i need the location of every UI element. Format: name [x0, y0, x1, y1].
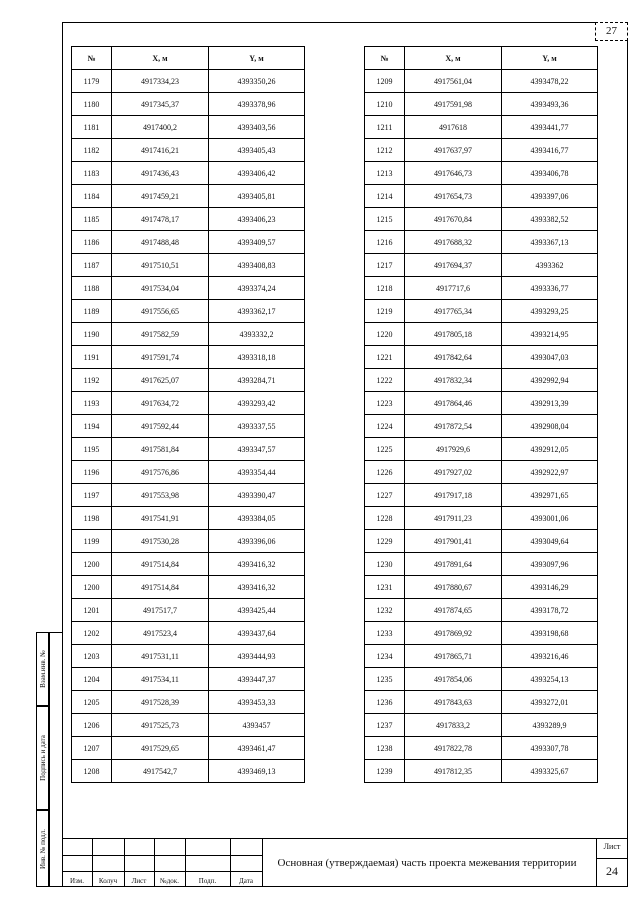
cell-num: 1189 [72, 300, 112, 323]
cell-x: 4917510,51 [112, 254, 209, 277]
table-row [365, 507, 598, 530]
table-row [72, 599, 305, 622]
table-row [72, 691, 305, 714]
table-row [72, 300, 305, 323]
cell-x: 4917529,65 [112, 737, 209, 760]
cell-y: 4393272,01 [502, 691, 598, 714]
cell-x: 4917805,18 [405, 323, 502, 346]
cell-x: 4917901,41 [405, 530, 502, 553]
cell-y: 4393409,57 [209, 231, 305, 254]
sheet-label: Лист [603, 842, 621, 851]
cell-y: 4393437,64 [209, 622, 305, 645]
table-row [72, 760, 305, 783]
cell-num: 1236 [365, 691, 405, 714]
cell-y: 4393047,03 [502, 346, 598, 369]
table-row [365, 438, 598, 461]
cell-y: 4393408,83 [209, 254, 305, 277]
table-row [365, 93, 598, 116]
cell-y: 4393214,95 [502, 323, 598, 346]
cell-num: 1180 [72, 93, 112, 116]
cell-num: 1181 [72, 116, 112, 139]
cell-num: 1212 [365, 139, 405, 162]
table-row [72, 438, 305, 461]
cell-num: 1206 [72, 714, 112, 737]
stamp-col-izm: Изм. [70, 877, 84, 885]
cell-num: 1184 [72, 185, 112, 208]
cell-x: 4917531,11 [112, 645, 209, 668]
cell-x: 4917864,46 [405, 392, 502, 415]
cell-num: 1225 [365, 438, 405, 461]
cell-x: 4917514,84 [112, 553, 209, 576]
cell-y: 4393049,64 [502, 530, 598, 553]
cell-num: 1216 [365, 231, 405, 254]
cell-num: 1195 [72, 438, 112, 461]
table-row [72, 162, 305, 185]
cell-x: 4917625,07 [112, 369, 209, 392]
cell-x: 4917416,21 [112, 139, 209, 162]
table-row [72, 668, 305, 691]
header-x: X, м [112, 47, 209, 70]
cell-num: 1208 [72, 760, 112, 783]
cell-x: 4917345,37 [112, 93, 209, 116]
cell-y: 4392922,97 [502, 461, 598, 484]
cell-num: 1226 [365, 461, 405, 484]
cell-num: 1201 [72, 599, 112, 622]
cell-y: 4393307,78 [502, 737, 598, 760]
cell-y: 4393493,36 [502, 93, 598, 116]
table-row [72, 714, 305, 737]
cell-num: 1196 [72, 461, 112, 484]
table-row [365, 415, 598, 438]
cell-num: 1192 [72, 369, 112, 392]
cell-num: 1193 [72, 392, 112, 415]
cell-num: 1214 [365, 185, 405, 208]
table-row [365, 162, 598, 185]
cell-x: 4917872,54 [405, 415, 502, 438]
cell-x: 4917869,92 [405, 622, 502, 645]
cell-num: 1182 [72, 139, 112, 162]
cell-y: 4392912,05 [502, 438, 598, 461]
cell-y: 4393336,77 [502, 277, 598, 300]
cell-y: 4393293,25 [502, 300, 598, 323]
cell-y: 4393178,72 [502, 599, 598, 622]
cell-num: 1222 [365, 369, 405, 392]
header-x: X, м [405, 47, 502, 70]
cell-y: 4393384,05 [209, 507, 305, 530]
cell-x: 4917542,7 [112, 760, 209, 783]
cell-num: 1219 [365, 300, 405, 323]
cell-x: 4917488,48 [112, 231, 209, 254]
cell-y: 4393403,56 [209, 116, 305, 139]
cell-x: 4917530,28 [112, 530, 209, 553]
cell-y: 4393453,33 [209, 691, 305, 714]
table-row [365, 231, 598, 254]
cell-x: 4917561,04 [405, 70, 502, 93]
cell-y: 4393396,06 [209, 530, 305, 553]
cell-y: 4393416,32 [209, 553, 305, 576]
cell-y: 4393350,26 [209, 70, 305, 93]
cell-y: 4393406,23 [209, 208, 305, 231]
cell-x: 4917694,37 [405, 254, 502, 277]
table-row [365, 70, 598, 93]
document-title: Основная (утверждаемая) часть проекта межевания территории [277, 856, 577, 869]
cell-x: 4917688,32 [405, 231, 502, 254]
cell-y: 4393325,67 [502, 760, 598, 783]
cell-x: 4917874,65 [405, 599, 502, 622]
cell-y: 4393405,81 [209, 185, 305, 208]
cell-x: 4917765,34 [405, 300, 502, 323]
cell-num: 1204 [72, 668, 112, 691]
cell-x: 4917556,65 [112, 300, 209, 323]
cell-num: 1194 [72, 415, 112, 438]
cell-x: 4917591,74 [112, 346, 209, 369]
table-row [365, 185, 598, 208]
cell-x: 4917528,39 [112, 691, 209, 714]
table-row [72, 116, 305, 139]
table-row [365, 254, 598, 277]
table-row [72, 622, 305, 645]
cell-x: 4917833,2 [405, 714, 502, 737]
cell-x: 4917911,23 [405, 507, 502, 530]
table-row [72, 369, 305, 392]
cell-y: 4393347,57 [209, 438, 305, 461]
cell-num: 1235 [365, 668, 405, 691]
cell-y: 4393146,29 [502, 576, 598, 599]
cell-y: 4393382,52 [502, 208, 598, 231]
header-num: № [365, 47, 405, 70]
cell-num: 1234 [365, 645, 405, 668]
cell-x: 4917553,98 [112, 484, 209, 507]
cell-y: 4392913,39 [502, 392, 598, 415]
table-row [72, 93, 305, 116]
cell-x: 4917891,64 [405, 553, 502, 576]
cell-num: 1217 [365, 254, 405, 277]
table-row [365, 346, 598, 369]
table-row [72, 530, 305, 553]
table-row [365, 553, 598, 576]
page-number-box: 27 [595, 22, 628, 41]
cell-y: 4393337,55 [209, 415, 305, 438]
table-row [365, 392, 598, 415]
cell-y: 4393457 [209, 714, 305, 737]
table-row [365, 484, 598, 507]
cell-x: 4917717,6 [405, 277, 502, 300]
cell-y: 4392908,04 [502, 415, 598, 438]
cell-num: 1200 [72, 576, 112, 599]
table-header-row [365, 47, 598, 70]
cell-y: 4393397,06 [502, 185, 598, 208]
table-row [365, 576, 598, 599]
cell-y: 4393447,37 [209, 668, 305, 691]
cell-y: 4393097,96 [502, 553, 598, 576]
table-row [72, 231, 305, 254]
cell-num: 1220 [365, 323, 405, 346]
cell-x: 4917334,23 [112, 70, 209, 93]
table-row [72, 346, 305, 369]
cell-y: 4393390,47 [209, 484, 305, 507]
cell-x: 4917843,63 [405, 691, 502, 714]
cell-y: 4393354,44 [209, 461, 305, 484]
header-y: Y, м [502, 47, 598, 70]
cell-num: 1198 [72, 507, 112, 530]
table-row [365, 530, 598, 553]
cell-y: 4393469,13 [209, 760, 305, 783]
table-row [72, 461, 305, 484]
cell-y: 4393332,2 [209, 323, 305, 346]
table-row [365, 277, 598, 300]
cell-y: 4393254,13 [502, 668, 598, 691]
cell-y: 4393318,18 [209, 346, 305, 369]
coordinates-table-left [71, 46, 305, 783]
header-num: № [72, 47, 112, 70]
table-row [72, 507, 305, 530]
cell-y: 4393478,22 [502, 70, 598, 93]
cell-y: 4393406,42 [209, 162, 305, 185]
cell-y: 4393378,96 [209, 93, 305, 116]
table-row [72, 484, 305, 507]
cell-y: 4393406,78 [502, 162, 598, 185]
cell-x: 4917854,06 [405, 668, 502, 691]
table-row [72, 277, 305, 300]
cell-y: 4393374,24 [209, 277, 305, 300]
table-row [72, 645, 305, 668]
cell-y: 4393362,17 [209, 300, 305, 323]
cell-num: 1191 [72, 346, 112, 369]
cell-x: 4917618 [405, 116, 502, 139]
cell-num: 1211 [365, 116, 405, 139]
cell-num: 1202 [72, 622, 112, 645]
table-row [72, 737, 305, 760]
cell-y: 4393367,13 [502, 231, 598, 254]
cell-x: 4917525,73 [112, 714, 209, 737]
cell-num: 1229 [365, 530, 405, 553]
cell-num: 1199 [72, 530, 112, 553]
table-row [365, 691, 598, 714]
cell-x: 4917927,02 [405, 461, 502, 484]
vzam-label: Взам.инв. № [38, 650, 47, 688]
cell-num: 1179 [72, 70, 112, 93]
cell-x: 4917929,6 [405, 438, 502, 461]
cell-y: 4393444,93 [209, 645, 305, 668]
table-row [72, 576, 305, 599]
cell-y: 4393441,77 [502, 116, 598, 139]
table-row [365, 714, 598, 737]
cell-y: 4393216,46 [502, 645, 598, 668]
table-row [365, 461, 598, 484]
cell-x: 4917534,04 [112, 277, 209, 300]
cell-num: 1228 [365, 507, 405, 530]
side-strip [49, 632, 63, 887]
cell-x: 4917654,73 [405, 185, 502, 208]
cell-num: 1230 [365, 553, 405, 576]
cell-x: 4917880,67 [405, 576, 502, 599]
table-row [365, 668, 598, 691]
cell-x: 4917478,17 [112, 208, 209, 231]
table-row [72, 254, 305, 277]
table-row [365, 760, 598, 783]
stamp-col-list: Лист [131, 877, 147, 885]
cell-y: 4393461,47 [209, 737, 305, 760]
cell-x: 4917514,84 [112, 576, 209, 599]
cell-x: 4917812,35 [405, 760, 502, 783]
cell-x: 4917832,34 [405, 369, 502, 392]
cell-y: 4393362 [502, 254, 598, 277]
sheet-number: 24 [606, 864, 618, 878]
cell-x: 4917517,7 [112, 599, 209, 622]
cell-num: 1190 [72, 323, 112, 346]
table-row [365, 116, 598, 139]
cell-x: 4917592,44 [112, 415, 209, 438]
cell-y: 4392971,65 [502, 484, 598, 507]
cell-x: 4917646,73 [405, 162, 502, 185]
cell-num: 1197 [72, 484, 112, 507]
cell-num: 1238 [365, 737, 405, 760]
cell-x: 4917822,78 [405, 737, 502, 760]
cell-x: 4917459,21 [112, 185, 209, 208]
cell-y: 4393284,71 [209, 369, 305, 392]
coordinates-table-right [364, 46, 598, 783]
table-row [72, 553, 305, 576]
header-y: Y, м [209, 47, 305, 70]
cell-num: 1187 [72, 254, 112, 277]
cell-x: 4917534,11 [112, 668, 209, 691]
cell-y: 4393293,42 [209, 392, 305, 415]
stamp-col-ndok: №док. [160, 877, 179, 885]
stamp-col-podp: Подп. [198, 877, 217, 885]
cell-y: 4393289,9 [502, 714, 598, 737]
cell-x: 4917591,98 [405, 93, 502, 116]
cell-num: 1209 [365, 70, 405, 93]
cell-x: 4917637,97 [405, 139, 502, 162]
cell-num: 1215 [365, 208, 405, 231]
cell-num: 1233 [365, 622, 405, 645]
cell-num: 1186 [72, 231, 112, 254]
cell-num: 1213 [365, 162, 405, 185]
cell-num: 1221 [365, 346, 405, 369]
cell-num: 1227 [365, 484, 405, 507]
table-row [72, 70, 305, 93]
cell-num: 1207 [72, 737, 112, 760]
table-header-row [72, 47, 305, 70]
cell-x: 4917436,43 [112, 162, 209, 185]
cell-num: 1205 [72, 691, 112, 714]
cell-num: 1232 [365, 599, 405, 622]
inv-label: Инв. № подл. [38, 828, 47, 869]
cell-y: 4393001,06 [502, 507, 598, 530]
cell-x: 4917582,59 [112, 323, 209, 346]
cell-num: 1185 [72, 208, 112, 231]
cell-num: 1200 [72, 553, 112, 576]
table-row [365, 208, 598, 231]
table-row [365, 300, 598, 323]
table-row [365, 323, 598, 346]
cell-x: 4917541,91 [112, 507, 209, 530]
table-row [365, 369, 598, 392]
cell-x: 4917400,2 [112, 116, 209, 139]
cell-num: 1223 [365, 392, 405, 415]
table-row [72, 323, 305, 346]
cell-num: 1218 [365, 277, 405, 300]
cell-num: 1237 [365, 714, 405, 737]
cell-x: 4917576,86 [112, 461, 209, 484]
cell-num: 1239 [365, 760, 405, 783]
cell-x: 4917670,84 [405, 208, 502, 231]
table-row [72, 208, 305, 231]
podpis-label: Подпись и дата [38, 735, 47, 781]
cell-x: 4917842,64 [405, 346, 502, 369]
cell-x: 4917523,4 [112, 622, 209, 645]
cell-y: 4393405,43 [209, 139, 305, 162]
cell-num: 1183 [72, 162, 112, 185]
cell-y: 4393416,32 [209, 576, 305, 599]
table-row [365, 139, 598, 162]
cell-y: 4392992,94 [502, 369, 598, 392]
table-row [365, 645, 598, 668]
table-row [72, 139, 305, 162]
table-row [365, 622, 598, 645]
table-row [72, 185, 305, 208]
cell-num: 1224 [365, 415, 405, 438]
cell-num: 1188 [72, 277, 112, 300]
cell-y: 4393425,44 [209, 599, 305, 622]
cell-x: 4917917,18 [405, 484, 502, 507]
cell-y: 4393198,68 [502, 622, 598, 645]
cell-num: 1203 [72, 645, 112, 668]
cell-x: 4917581,84 [112, 438, 209, 461]
table-row [365, 737, 598, 760]
cell-num: 1231 [365, 576, 405, 599]
table-row [72, 392, 305, 415]
cell-num: 1210 [365, 93, 405, 116]
cell-y: 4393416,77 [502, 139, 598, 162]
cell-x: 4917634,72 [112, 392, 209, 415]
cell-x: 4917865,71 [405, 645, 502, 668]
table-row [72, 415, 305, 438]
stamp-col-data: Дата [239, 877, 253, 885]
table-row [365, 599, 598, 622]
stamp-col-koluch: Колуч [98, 877, 118, 885]
